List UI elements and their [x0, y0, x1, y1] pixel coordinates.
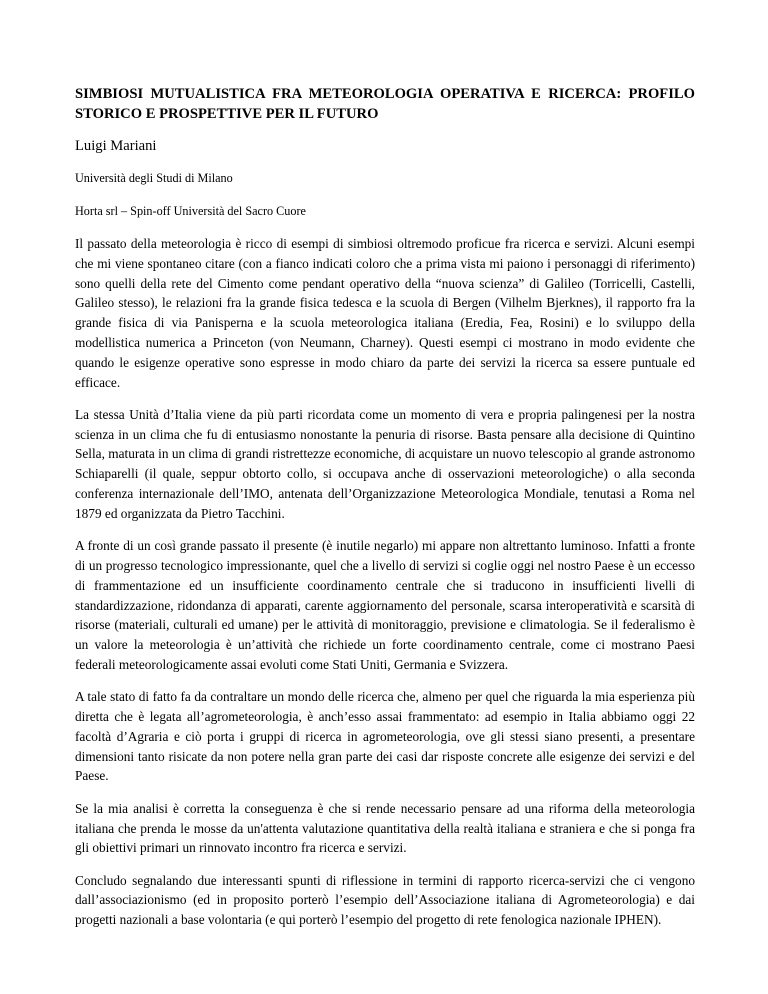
affiliation-1: Università degli Studi di Milano — [75, 171, 233, 185]
affiliation-2: Horta srl – Spin-off Università del Sacro Cuore — [75, 204, 306, 218]
paragraph-5: Se la mia analisi è corretta la conseguenza è che si rende necessario pensare ad una riforma della meteorologia italiana che prenda le mosse da un'attenta valutazione quantitativa della realtà italiana e straniera e che si ponga fra gli obiettivi primari un rinnovato incontro fra ricerca e servizi. — [75, 800, 695, 856]
abstract-body — [75, 234, 695, 943]
paragraph-4: A tale stato di fatto fa da contraltare un mondo delle ricerca che, almeno per quel che riguarda la mia esperienza più diretta che è legata all’agrometeorologia, è anch’esso assai frammentato: ad esempio in Italia abbiamo oggi 22 facoltà d’Agraria e ciò porta i gruppi di ricerca in agrometeorologia, ove gli stessi siano presenti, a presentare dimensioni tanto risicate da non potere nella gran parte dei casi dar risposte concrete alle esigenze dei servizi e del Paese. — [75, 689, 695, 784]
author-name: Luigi Mariani — [75, 138, 157, 154]
paper-title: SIMBIOSI MUTUALISTICA FRA METEOROLOGIA OPERATIVA E RICERCA: PROFILO STORICO E PROSPETTIVE PER IL FUTURO — [75, 86, 695, 122]
paragraph-1: Il passato della meteorologia è ricco di esempi di simbiosi oltremodo proficue fra ricerca e servizi. Alcuni esempi che mi viene spontaneo citare (con a fianco indicati coloro che a prima vista mi paiono i personaggi di riferimento) sono quelli della rete del Cimento come pendant operativo della “nuova scienza” di Galileo (Torricelli, Castelli, Galileo stesso), le relazioni fra la grande fisica tedesca e la scuola di Bergen (Vilhelm Bjerknes), il rapporto fra la grande fisica di via Panisperna e la scuola meteorologica italiana (Eredia, Fea, Rosini) e lo sviluppo della modellistica numerica a Princeton (von Neumann, Charney). Questi esempi ci mostrano in modo evidente che quando le esigenze operative sono espresse in modo chiaro da parte dei servizi la ricerca sa essere puntuale ed efficace. — [75, 236, 695, 390]
paragraph-6: Concludo segnalando due interessanti spunti di riflessione in termini di rapporto ricerca-servizi che ci vengono dall’associazionismo (ed in proposito porterò l’esempio dell’Associazione italiana di Agrometeorologia) e dai progetti nazionali a base volontaria (e qui porterò l’esempio del progetto di rete fenologica nazionale IPHEN). — [75, 872, 695, 928]
paragraph-3: A fronte di un così grande passato il presente (è inutile negarlo) mi appare non altrettanto luminoso. Infatti a fronte di un progresso tecnologico impressionante, quel che a livello di servizi si coglie oggi nel nostro Paese è un eccesso di frammentazione ed un insufficiente coordinamento centrale che si traducono in insufficienti livelli di standardizzazione, ridondanza di apparati, carente aggiornamento del personale, scarsa interoperatività e scarsità di risorse (materiali, culturali ed umane) per le attività di monitoraggio, previsione e climatologia. Se il federalismo è un valore la meteorologia è un’attività che richiede un forte coordinamento centrale, come ci mostrano Paesi federali meteorologicamente assai evoluti come Stati Uniti, Germania e Svizzera. — [75, 538, 695, 672]
paragraph-2: La stessa Unità d’Italia viene da più parti ricordata come un momento di vera e propria palingenesi per la nostra scienza in un clima che fu di entusiasmo nonostante la penuria di risorse. Basta pensare alla decisione di Quintino Sella, maturata in un clima di grandi ristrettezze economiche, di acquistare un nuovo telescopio al grande astronomo Schiaparelli (il quale, seppur obtorto collo, si occupava anche di osservazioni meteorologiche) o alla seconda conferenza internazionale dell’IMO, antenata dell’Organizzazione Meteorologica Mondiale, tenutasi a Roma nel 1879 ed organizzata da Pietro Tacchini. — [75, 406, 695, 521]
